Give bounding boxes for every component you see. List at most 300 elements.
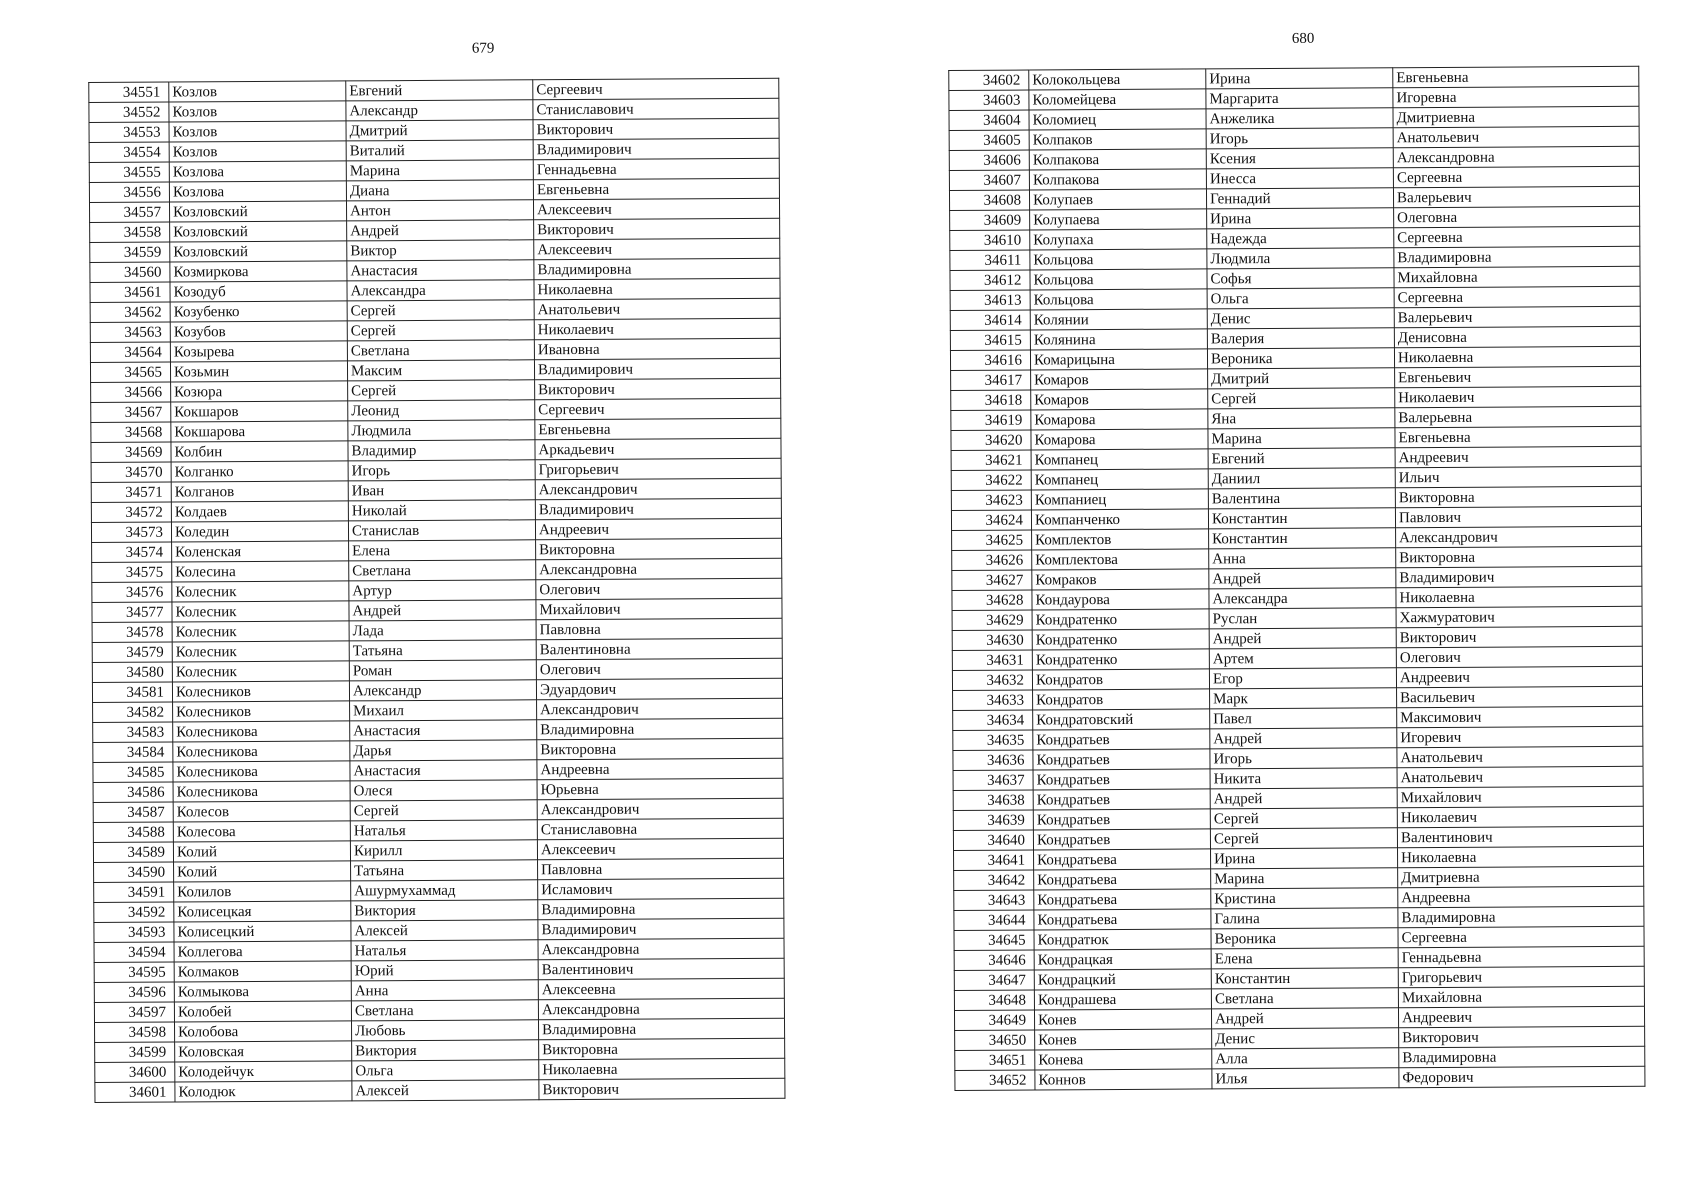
surname-cell: Колесник	[172, 581, 349, 602]
first-name-cell: Яна	[1208, 408, 1395, 429]
first-name-cell: Олеся	[350, 780, 537, 801]
first-name-cell: Леонид	[348, 400, 535, 421]
first-name-cell: Галина	[1211, 908, 1398, 929]
patronymic-cell: Владимировна	[1399, 1046, 1645, 1068]
registry-table	[88, 78, 785, 1103]
surname-cell: Колодейчук	[175, 1061, 352, 1082]
patronymic-cell: Андреевич	[535, 518, 781, 540]
patronymic-cell: Сергеевич	[533, 78, 779, 100]
surname-cell: Колупаева	[1030, 209, 1207, 230]
patronymic-cell: Александровна	[1393, 146, 1639, 168]
first-name-cell: Андрей	[1209, 568, 1396, 589]
row-number: 34574	[92, 542, 172, 562]
surname-cell: Колмыкова	[174, 981, 351, 1002]
surname-cell: Кондратов	[1033, 689, 1210, 710]
first-name-cell: Руслан	[1209, 608, 1396, 629]
row-number: 34562	[90, 302, 170, 322]
surname-cell: Кокшарова	[171, 421, 348, 442]
first-name-cell: Ирина	[1206, 68, 1393, 89]
patronymic-cell: Евгеньевна	[1393, 66, 1639, 88]
first-name-cell: Виктор	[347, 240, 534, 261]
right-page	[948, 26, 1644, 1091]
first-name-cell: Николай	[348, 500, 535, 521]
patronymic-cell: Викторович	[534, 218, 780, 240]
row-number: 34624	[951, 510, 1031, 530]
first-name-cell: Светлана	[1211, 988, 1398, 1009]
row-number: 34570	[91, 462, 171, 482]
first-name-cell: Анжелика	[1206, 108, 1393, 129]
first-name-cell: Александра	[347, 280, 534, 301]
surname-cell: Кондратовский	[1033, 709, 1210, 730]
row-number: 34602	[949, 70, 1029, 90]
surname-cell: Кондрашева	[1034, 989, 1211, 1010]
row-number: 34616	[950, 350, 1030, 370]
patronymic-cell: Александрович	[535, 478, 781, 500]
first-name-cell: Евгений	[1208, 448, 1395, 469]
row-number: 34572	[91, 502, 171, 522]
surname-cell: Кондратьев	[1033, 829, 1210, 850]
row-number: 34605	[949, 130, 1029, 150]
patronymic-cell: Алексеевна	[538, 978, 784, 1000]
row-number: 34578	[92, 622, 172, 642]
patronymic-cell: Владимировна	[538, 1018, 784, 1040]
first-name-cell: Дмитрий	[1208, 368, 1395, 389]
first-name-cell: Виталий	[346, 140, 533, 161]
first-name-cell: Вероника	[1211, 928, 1398, 949]
page-number: 679	[471, 40, 495, 57]
first-name-cell: Кирилл	[350, 840, 537, 861]
surname-cell: Колдаев	[171, 501, 348, 522]
first-name-cell: Иван	[348, 480, 535, 501]
patronymic-cell: Валентинович	[538, 958, 784, 980]
first-name-cell: Ирина	[1211, 848, 1398, 869]
patronymic-cell: Анатольевич	[1397, 746, 1643, 768]
page-number: 680	[1291, 30, 1315, 47]
patronymic-cell: Владимирович	[534, 358, 780, 380]
surname-cell: Колесов	[173, 801, 350, 822]
surname-cell: Колпакова	[1029, 169, 1206, 190]
row-number: 34615	[950, 330, 1030, 350]
surname-cell: Конев	[1034, 1009, 1211, 1030]
surname-cell: Колесник	[172, 621, 349, 642]
row-number: 34645	[954, 930, 1034, 950]
patronymic-cell: Владимировна	[537, 718, 783, 740]
surname-cell: Кондратьев	[1033, 789, 1210, 810]
first-name-cell: Лада	[349, 620, 536, 641]
row-number: 34611	[950, 250, 1030, 270]
first-name-cell: Марк	[1210, 688, 1397, 709]
surname-cell: Коловская	[175, 1041, 352, 1062]
row-number: 34557	[89, 202, 169, 222]
row-number: 34650	[955, 1030, 1035, 1050]
table-row	[955, 1066, 1645, 1090]
table-row	[95, 1078, 785, 1102]
row-number: 34629	[952, 610, 1032, 630]
first-name-cell: Алла	[1212, 1048, 1399, 1069]
surname-cell: Козмиркова	[170, 261, 347, 282]
patronymic-cell: Станиславович	[533, 98, 779, 120]
patronymic-cell: Александровна	[538, 938, 784, 960]
first-name-cell: Михаил	[350, 700, 537, 721]
surname-cell: Козубенко	[170, 301, 347, 322]
surname-cell: Компанченко	[1031, 509, 1208, 530]
row-number: 34630	[952, 630, 1032, 650]
first-name-cell: Наталья	[350, 820, 537, 841]
row-number: 34593	[94, 922, 174, 942]
surname-cell: Кольцова	[1030, 269, 1207, 290]
row-number: 34641	[954, 850, 1034, 870]
row-number: 34585	[93, 762, 173, 782]
row-number: 34564	[90, 342, 170, 362]
surname-cell: Кольцова	[1030, 289, 1207, 310]
row-number: 34592	[94, 902, 174, 922]
row-number: 34634	[953, 710, 1033, 730]
row-number: 34560	[90, 262, 170, 282]
row-number: 34637	[953, 770, 1033, 790]
surname-cell: Кондратьева	[1034, 849, 1211, 870]
first-name-cell: Ашурмухаммад	[351, 880, 538, 901]
patronymic-cell: Викторович	[1399, 1026, 1645, 1048]
row-number: 34618	[951, 390, 1031, 410]
first-name-cell: Сергей	[1208, 388, 1395, 409]
surname-cell: Коннов	[1035, 1069, 1212, 1090]
row-number: 34631	[952, 650, 1032, 670]
surname-cell: Колесник	[172, 641, 349, 662]
first-name-cell: Виктория	[352, 1040, 539, 1061]
surname-cell: Комарицына	[1030, 349, 1207, 370]
patronymic-cell: Владимирович	[538, 918, 784, 940]
surname-cell: Козубов	[170, 321, 347, 342]
patronymic-cell: Викторовна	[539, 1038, 785, 1060]
row-number: 34591	[94, 882, 174, 902]
row-number: 34652	[955, 1070, 1035, 1090]
surname-cell: Колий	[174, 861, 351, 882]
surname-cell: Комплектова	[1032, 549, 1209, 570]
row-number: 34647	[954, 970, 1034, 990]
patronymic-cell: Олегович	[536, 658, 782, 680]
row-number: 34595	[94, 962, 174, 982]
first-name-cell: Любовь	[351, 1020, 538, 1041]
patronymic-cell: Павловна	[536, 618, 782, 640]
patronymic-cell: Викторович	[539, 1078, 785, 1100]
row-number: 34620	[951, 430, 1031, 450]
surname-cell: Конева	[1035, 1049, 1212, 1070]
patronymic-cell: Евгеньевна	[533, 178, 779, 200]
surname-cell: Колесник	[172, 601, 349, 622]
first-name-cell: Никита	[1210, 768, 1397, 789]
surname-cell: Коленская	[172, 541, 349, 562]
patronymic-cell: Денисовна	[1394, 326, 1640, 348]
surname-cell: Конев	[1035, 1029, 1212, 1050]
surname-cell: Колесников	[173, 701, 350, 722]
first-name-cell: Максим	[347, 360, 534, 381]
first-name-cell: Геннадий	[1206, 188, 1393, 209]
row-number: 34576	[92, 582, 172, 602]
first-name-cell: Антон	[346, 200, 533, 221]
patronymic-cell: Алексеевич	[537, 838, 783, 860]
patronymic-cell: Михайловна	[1394, 266, 1640, 288]
surname-cell: Кольцова	[1030, 249, 1207, 270]
patronymic-cell: Ильич	[1395, 466, 1641, 488]
first-name-cell: Дмитрий	[346, 120, 533, 141]
first-name-cell: Людмила	[1207, 248, 1394, 269]
surname-cell: Кондратюк	[1034, 929, 1211, 950]
patronymic-cell: Андреевна	[1398, 886, 1644, 908]
first-name-cell: Константин	[1211, 968, 1398, 989]
patronymic-cell: Олегович	[536, 578, 782, 600]
patronymic-cell: Дмитриевна	[1393, 106, 1639, 128]
surname-cell: Колесникова	[173, 761, 350, 782]
first-name-cell: Владимир	[348, 440, 535, 461]
first-name-cell: Анастасия	[350, 720, 537, 741]
patronymic-cell: Игоревич	[1397, 726, 1643, 748]
first-name-cell: Александра	[1209, 588, 1396, 609]
first-name-cell: Даниил	[1208, 468, 1395, 489]
surname-cell: Кондаурова	[1032, 589, 1209, 610]
patronymic-cell: Александровна	[536, 558, 782, 580]
patronymic-cell: Андреевич	[1395, 446, 1641, 468]
row-number: 34597	[94, 1002, 174, 1022]
patronymic-cell: Валерьевна	[1395, 406, 1641, 428]
first-name-cell: Артур	[349, 580, 536, 601]
patronymic-cell: Хажмуратович	[1396, 606, 1642, 628]
surname-cell: Козловский	[170, 221, 347, 242]
row-number: 34588	[93, 822, 173, 842]
patronymic-cell: Викторович	[533, 118, 779, 140]
row-number: 34604	[949, 110, 1029, 130]
surname-cell: Козловский	[169, 201, 346, 222]
first-name-cell: Светлана	[349, 560, 536, 581]
row-number: 34648	[954, 990, 1034, 1010]
first-name-cell: Егор	[1209, 668, 1396, 689]
surname-cell: Колесникова	[173, 741, 350, 762]
row-number: 34598	[95, 1022, 175, 1042]
first-name-cell: Сергей	[348, 380, 535, 401]
first-name-cell: Марина	[1211, 868, 1398, 889]
row-number: 34596	[94, 982, 174, 1002]
first-name-cell: Кристина	[1211, 888, 1398, 909]
patronymic-cell: Николаевна	[1396, 586, 1642, 608]
first-name-cell: Ксения	[1206, 148, 1393, 169]
surname-cell: Комраков	[1032, 569, 1209, 590]
row-number: 34612	[950, 270, 1030, 290]
row-number: 34610	[950, 230, 1030, 250]
surname-cell: Кондратьев	[1033, 809, 1210, 830]
surname-cell: Козлов	[169, 81, 346, 102]
surname-cell: Колилов	[174, 881, 351, 902]
first-name-cell: Татьяна	[349, 640, 536, 661]
row-number: 34584	[93, 742, 173, 762]
row-number: 34643	[954, 890, 1034, 910]
patronymic-cell: Николаевич	[1395, 386, 1641, 408]
patronymic-cell: Александрович	[537, 798, 783, 820]
row-number: 34617	[951, 370, 1031, 390]
first-name-cell: Александр	[346, 100, 533, 121]
patronymic-cell: Сергеевна	[1398, 926, 1644, 948]
first-name-cell: Станислав	[348, 520, 535, 541]
row-number: 34646	[954, 950, 1034, 970]
surname-cell: Козловский	[170, 241, 347, 262]
surname-cell: Колобова	[175, 1021, 352, 1042]
surname-cell: Кондратов	[1032, 669, 1209, 690]
first-name-cell: Игорь	[348, 460, 535, 481]
patronymic-cell: Владимировна	[538, 898, 784, 920]
surname-cell: Колодюк	[175, 1081, 352, 1102]
surname-cell: Кондратенко	[1032, 609, 1209, 630]
row-number: 34599	[95, 1042, 175, 1062]
first-name-cell: Константин	[1208, 508, 1395, 529]
first-name-cell: Андрей	[1210, 728, 1397, 749]
row-number: 34607	[949, 170, 1029, 190]
surname-cell: Кондратенко	[1032, 649, 1209, 670]
first-name-cell: Анна	[1209, 548, 1396, 569]
first-name-cell: Анастасия	[347, 260, 534, 281]
first-name-cell: Светлана	[351, 1000, 538, 1021]
row-number: 34580	[92, 662, 172, 682]
surname-cell: Колокольцева	[1029, 69, 1206, 90]
row-number: 34554	[89, 142, 169, 162]
patronymic-cell: Владимировна	[534, 258, 780, 280]
patronymic-cell: Евгеньевич	[1395, 366, 1641, 388]
surname-cell: Козлов	[169, 101, 346, 122]
first-name-cell: Андрей	[1210, 788, 1397, 809]
patronymic-cell: Владимирович	[1396, 566, 1642, 588]
patronymic-cell: Николаевич	[534, 318, 780, 340]
patronymic-cell: Сергеевна	[1393, 166, 1639, 188]
patronymic-cell: Сергеевич	[535, 398, 781, 420]
row-number: 34619	[951, 410, 1031, 430]
row-number: 34589	[93, 842, 173, 862]
first-name-cell: Светлана	[347, 340, 534, 361]
patronymic-cell: Николаевна	[1398, 846, 1644, 868]
surname-cell: Козлов	[169, 121, 346, 142]
first-name-cell: Инесса	[1206, 168, 1393, 189]
surname-cell: Колисецкий	[174, 921, 351, 942]
row-number: 34632	[952, 670, 1032, 690]
patronymic-cell: Владимировна	[1398, 906, 1644, 928]
patronymic-cell: Евгеньевна	[535, 418, 781, 440]
row-number: 34575	[92, 562, 172, 582]
patronymic-cell: Андреевич	[1398, 1006, 1644, 1028]
first-name-cell: Алексей	[352, 1080, 539, 1101]
patronymic-cell: Григорьевич	[1398, 966, 1644, 988]
patronymic-cell: Викторовна	[1395, 486, 1641, 508]
surname-cell: Кондратьев	[1033, 729, 1210, 750]
row-number: 34635	[953, 730, 1033, 750]
patronymic-cell: Геннадьевна	[533, 158, 779, 180]
patronymic-cell: Анатольевич	[1393, 126, 1639, 148]
patronymic-cell: Анатольевич	[1397, 766, 1643, 788]
row-number: 34606	[949, 150, 1029, 170]
row-number: 34571	[91, 482, 171, 502]
surname-cell: Колпаков	[1029, 129, 1206, 150]
surname-cell: Колганов	[171, 481, 348, 502]
first-name-cell: Андрей	[347, 220, 534, 241]
row-number: 34561	[90, 282, 170, 302]
first-name-cell: Константин	[1209, 528, 1396, 549]
surname-cell: Колянии	[1030, 309, 1207, 330]
patronymic-cell: Михайловна	[1398, 986, 1644, 1008]
patronymic-cell: Валентиновна	[536, 638, 782, 660]
row-number: 34627	[952, 570, 1032, 590]
row-number: 34553	[89, 122, 169, 142]
row-number: 34594	[94, 942, 174, 962]
surname-cell: Кондрацкий	[1034, 969, 1211, 990]
patronymic-cell: Валерьевич	[1394, 306, 1640, 328]
row-number: 34567	[91, 402, 171, 422]
patronymic-cell: Николаевна	[539, 1058, 785, 1080]
surname-cell: Колесникова	[173, 781, 350, 802]
patronymic-cell: Олеговна	[1394, 206, 1640, 228]
first-name-cell: Игорь	[1210, 748, 1397, 769]
surname-cell: Колмаков	[174, 961, 351, 982]
surname-cell: Колянина	[1030, 329, 1207, 350]
patronymic-cell: Владимирович	[535, 498, 781, 520]
first-name-cell: Алексей	[351, 920, 538, 941]
row-number: 34555	[89, 162, 169, 182]
surname-cell: Кондратьев	[1033, 749, 1210, 770]
patronymic-cell: Эдуардович	[536, 678, 782, 700]
left-page	[88, 36, 784, 1103]
row-number: 34628	[952, 590, 1032, 610]
first-name-cell: Артем	[1209, 648, 1396, 669]
patronymic-cell: Алексеевич	[533, 198, 779, 220]
surname-cell: Кондратьева	[1034, 889, 1211, 910]
row-number: 34614	[950, 310, 1030, 330]
row-number: 34623	[951, 490, 1031, 510]
surname-cell: Козлова	[169, 161, 346, 182]
patronymic-cell: Исламович	[538, 878, 784, 900]
first-name-cell: Марина	[1208, 428, 1395, 449]
patronymic-cell: Викторовна	[1396, 546, 1642, 568]
row-number: 34642	[954, 870, 1034, 890]
surname-cell: Комарова	[1031, 409, 1208, 430]
patronymic-cell: Васильевич	[1397, 686, 1643, 708]
row-number: 34577	[92, 602, 172, 622]
row-number: 34644	[954, 910, 1034, 930]
row-number: 34590	[94, 862, 174, 882]
patronymic-cell: Григорьевич	[535, 458, 781, 480]
first-name-cell: Наталья	[351, 940, 538, 961]
row-number: 34600	[95, 1062, 175, 1082]
surname-cell: Колисецкая	[174, 901, 351, 922]
row-number: 34587	[93, 802, 173, 822]
surname-cell: Колесова	[173, 821, 350, 842]
first-name-cell: Ольга	[352, 1060, 539, 1081]
patronymic-cell: Николаевна	[1394, 346, 1640, 368]
row-number: 34583	[93, 722, 173, 742]
row-number: 34582	[93, 702, 173, 722]
patronymic-cell: Павлович	[1395, 506, 1641, 528]
row-number: 34622	[951, 470, 1031, 490]
first-name-cell: Андрей	[1209, 628, 1396, 649]
patronymic-cell: Николаевна	[534, 278, 780, 300]
patronymic-cell: Федорович	[1399, 1066, 1645, 1088]
surname-cell: Колупаев	[1029, 189, 1206, 210]
patronymic-cell: Евгеньевна	[1395, 426, 1641, 448]
surname-cell: Колбин	[171, 441, 348, 462]
patronymic-cell: Андреевна	[537, 758, 783, 780]
patronymic-cell: Юрьевна	[537, 778, 783, 800]
surname-cell: Козодуб	[170, 281, 347, 302]
surname-cell: Колганко	[171, 461, 348, 482]
row-number: 34639	[953, 810, 1033, 830]
patronymic-cell: Алексеевич	[534, 238, 780, 260]
surname-cell: Комаров	[1031, 369, 1208, 390]
patronymic-cell: Николаевич	[1397, 806, 1643, 828]
first-name-cell: Александр	[349, 680, 536, 701]
row-number: 34601	[95, 1082, 175, 1102]
